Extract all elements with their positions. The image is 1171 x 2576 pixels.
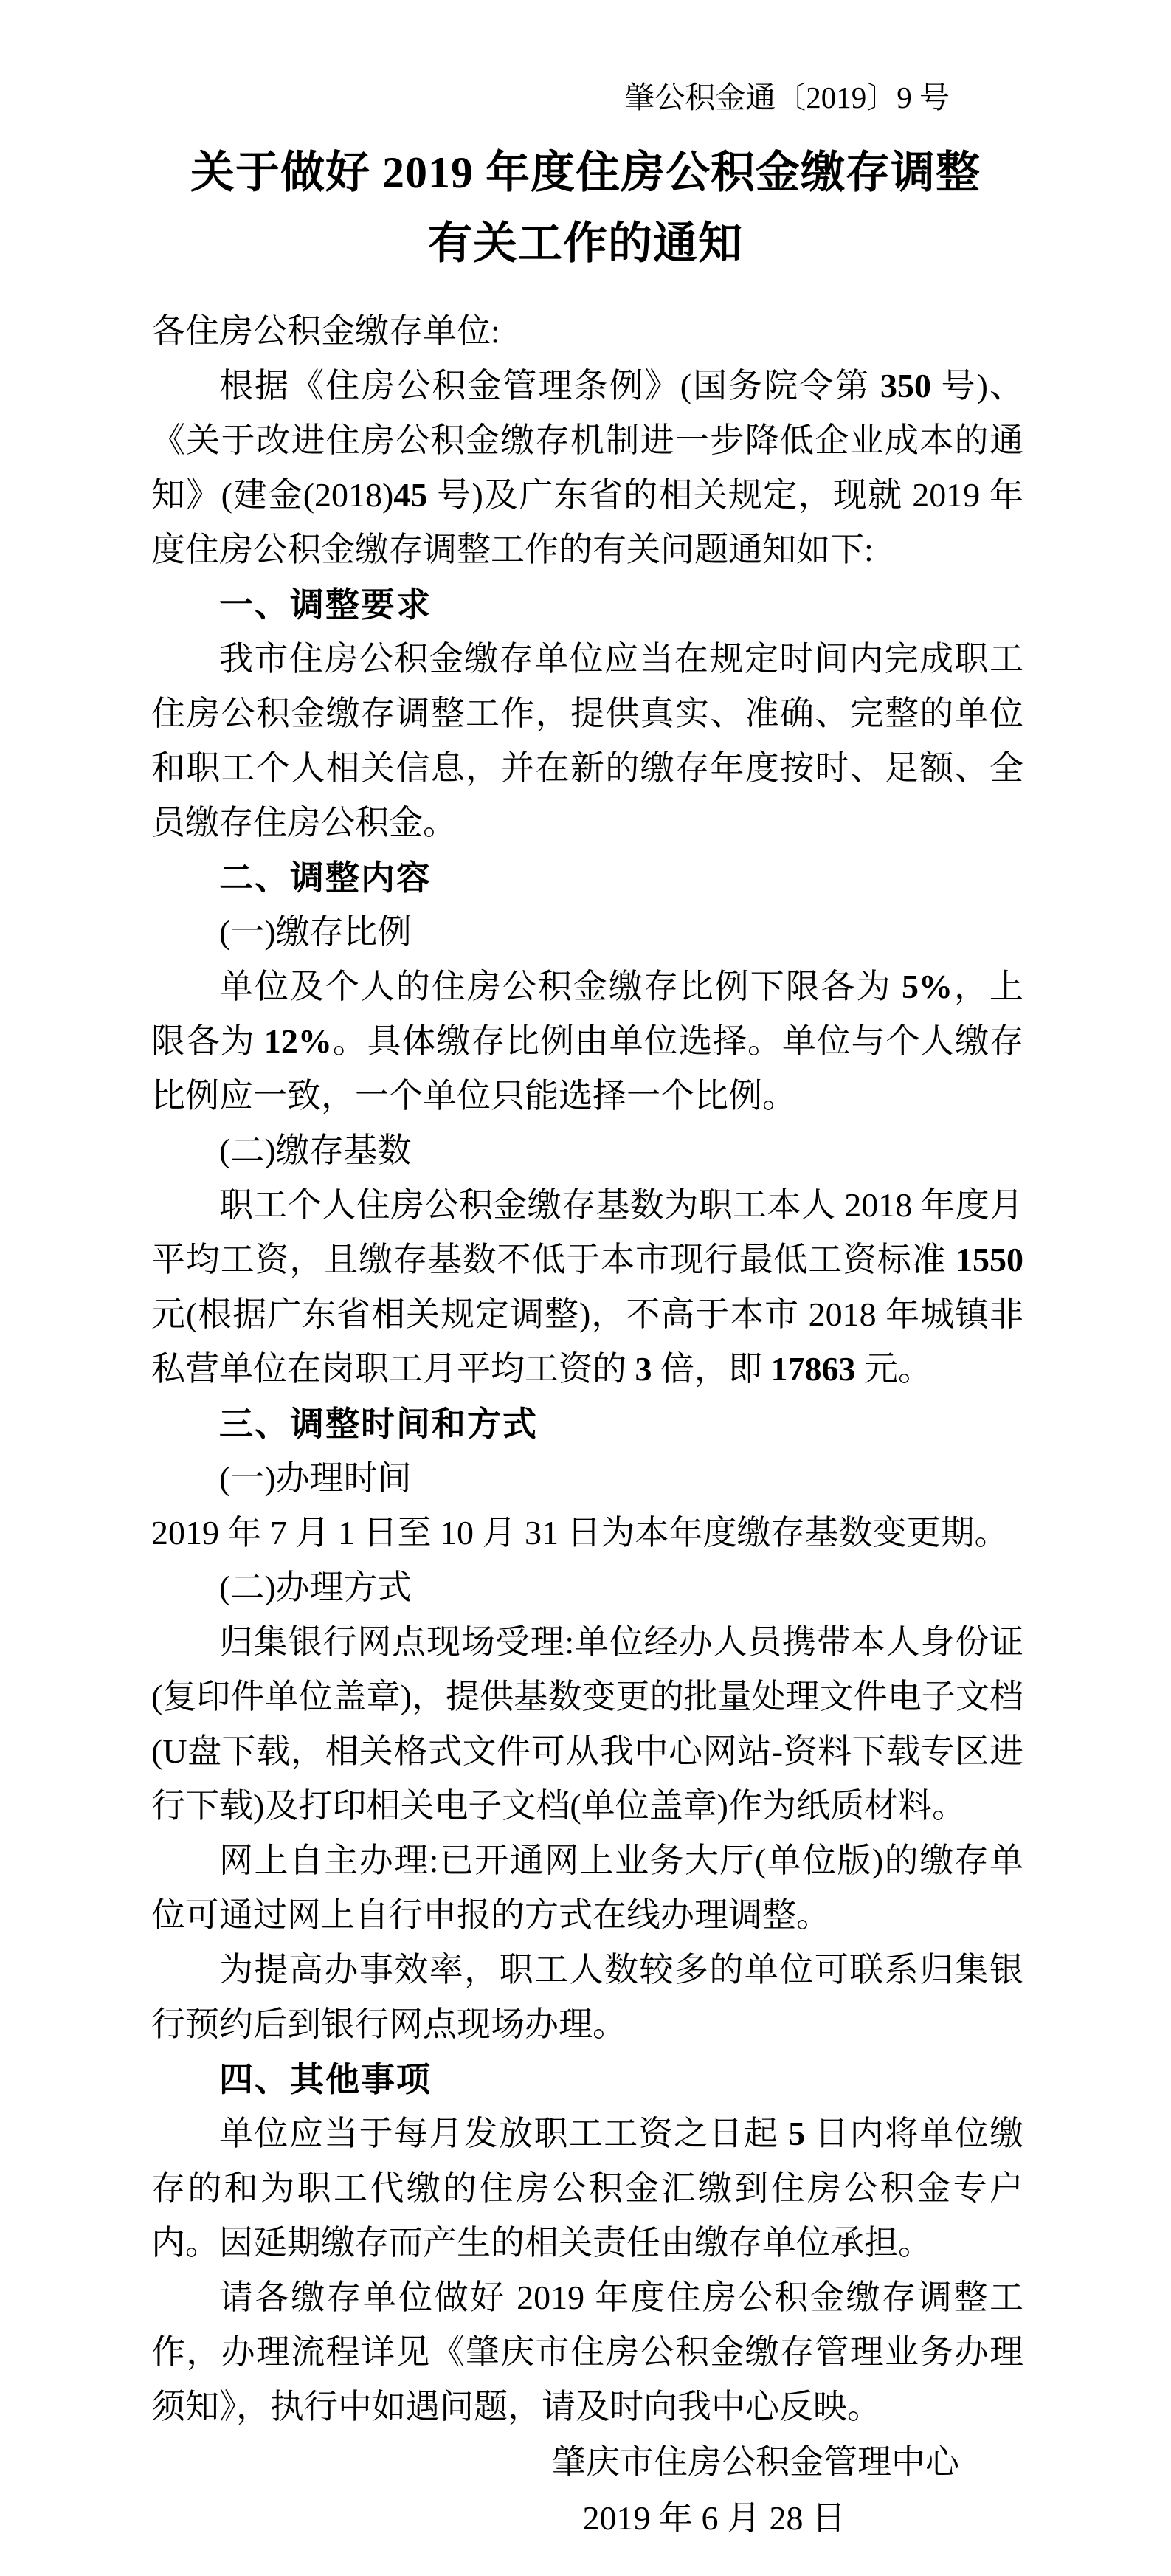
paragraph: 根据《住房公积金管理条例》(国务院令第 350 号)、《关于改进住房公积金缴存机制进一步降低企业成本的通知》(建金(2018)45 号)及广东省的相关规定，现就 2019 年度住房公积金缴存调整工作的有关问题通知如下: — [151, 367, 1023, 568]
paragraph: 单位及个人的住房公积金缴存比例下限各为 5%，上限各为 12%。具体缴存比例由单位选择。单位与个人缴存比例应一致，一个单位只能选择一个比例。 — [151, 968, 1024, 1115]
doc-title — [0, 137, 1171, 279]
salutation: 各住房公积金缴存单位: — [151, 312, 500, 350]
paragraph: 我市住房公积金缴存单位应当在规定时间内完成职工住房公积金缴存调整工作，提供真实、准确、完整的单位和职工个人相关信息，并在新的缴存年度按时、足额、全员缴存住房公积金。 — [151, 640, 1023, 841]
section-heading: 二、调整内容 — [219, 858, 432, 897]
doc-number: 肇公积金通〔2019〕9 号 — [624, 80, 950, 114]
paragraph: 为提高办事效率，职工人数较多的单位可联系归集银行预约后到银行网点现场办理。 — [151, 1951, 1023, 2043]
subsection-label: (一)办理时间 — [219, 1459, 412, 1497]
signature-org: 肇庆市住房公积金管理中心 — [552, 2443, 959, 2481]
paragraph: 归集银行网点现场受理:单位经办人员携带本人身份证(复印件单位盖章)，提供基数变更的批量处理文件电子文档(U盘下载，相关格式文件可从我中心网站-资料下载专区进行下载)及打印相关电子文档(单位盖章)作为纸质材料。 — [151, 1623, 1023, 1825]
doc-body — [0, 304, 1171, 2434]
section-heading: 一、调整要求 — [219, 585, 432, 624]
section-heading: 三、调整时间和方式 — [219, 1405, 538, 1443]
paragraph: 请各缴存单位做好 2019 年度住房公积金缴存调整工作，办理流程详见《肇庆市住房公积金缴存管理业务办理须知》，执行中如遇问题，请及时向我中心反映。 — [151, 2279, 1023, 2425]
paragraph: 单位应当于每月发放职工工资之日起 5 日内将单位缴存的和为职工代缴的住房公积金汇缴到住房公积金专户内。因延期缴存而产生的相关责任由缴存单位承担。 — [151, 2115, 1024, 2262]
subsection-label: (一)缴存比例 — [219, 913, 412, 951]
doc-title-line-2: 有关工作的通知 — [428, 219, 743, 268]
subsection-label: (二)缴存基数 — [219, 1132, 412, 1169]
paragraph: 职工个人住房公积金缴存基数为职工本人 2018 年度月平均工资，且缴存基数不低于本市现行最低工资标准 1550 元(根据广东省相关规定调整)，不高于本市 2018 年城镇非私营单位在岗职工月平均工资的 3 倍，即 17863 元。 — [151, 1186, 1023, 1388]
subsection-label: (二)办理方式 — [219, 1568, 412, 1606]
paragraph: 2019 年 7 月 1 日至 10 月 31 日为本年度缴存基数变更期。 — [151, 1514, 1009, 1552]
paragraph: 网上自主办理:已开通网上业务大厅(单位版)的缴存单位可通过网上自行申报的方式在线办理调整。 — [151, 1842, 1023, 1934]
section-heading: 四、其他事项 — [219, 2060, 432, 2098]
signature-date: 2019 年 6 月 28 日 — [582, 2499, 846, 2537]
doc-title-line-1: 关于做好 2019 年度住房公积金缴存调整 — [190, 148, 981, 197]
